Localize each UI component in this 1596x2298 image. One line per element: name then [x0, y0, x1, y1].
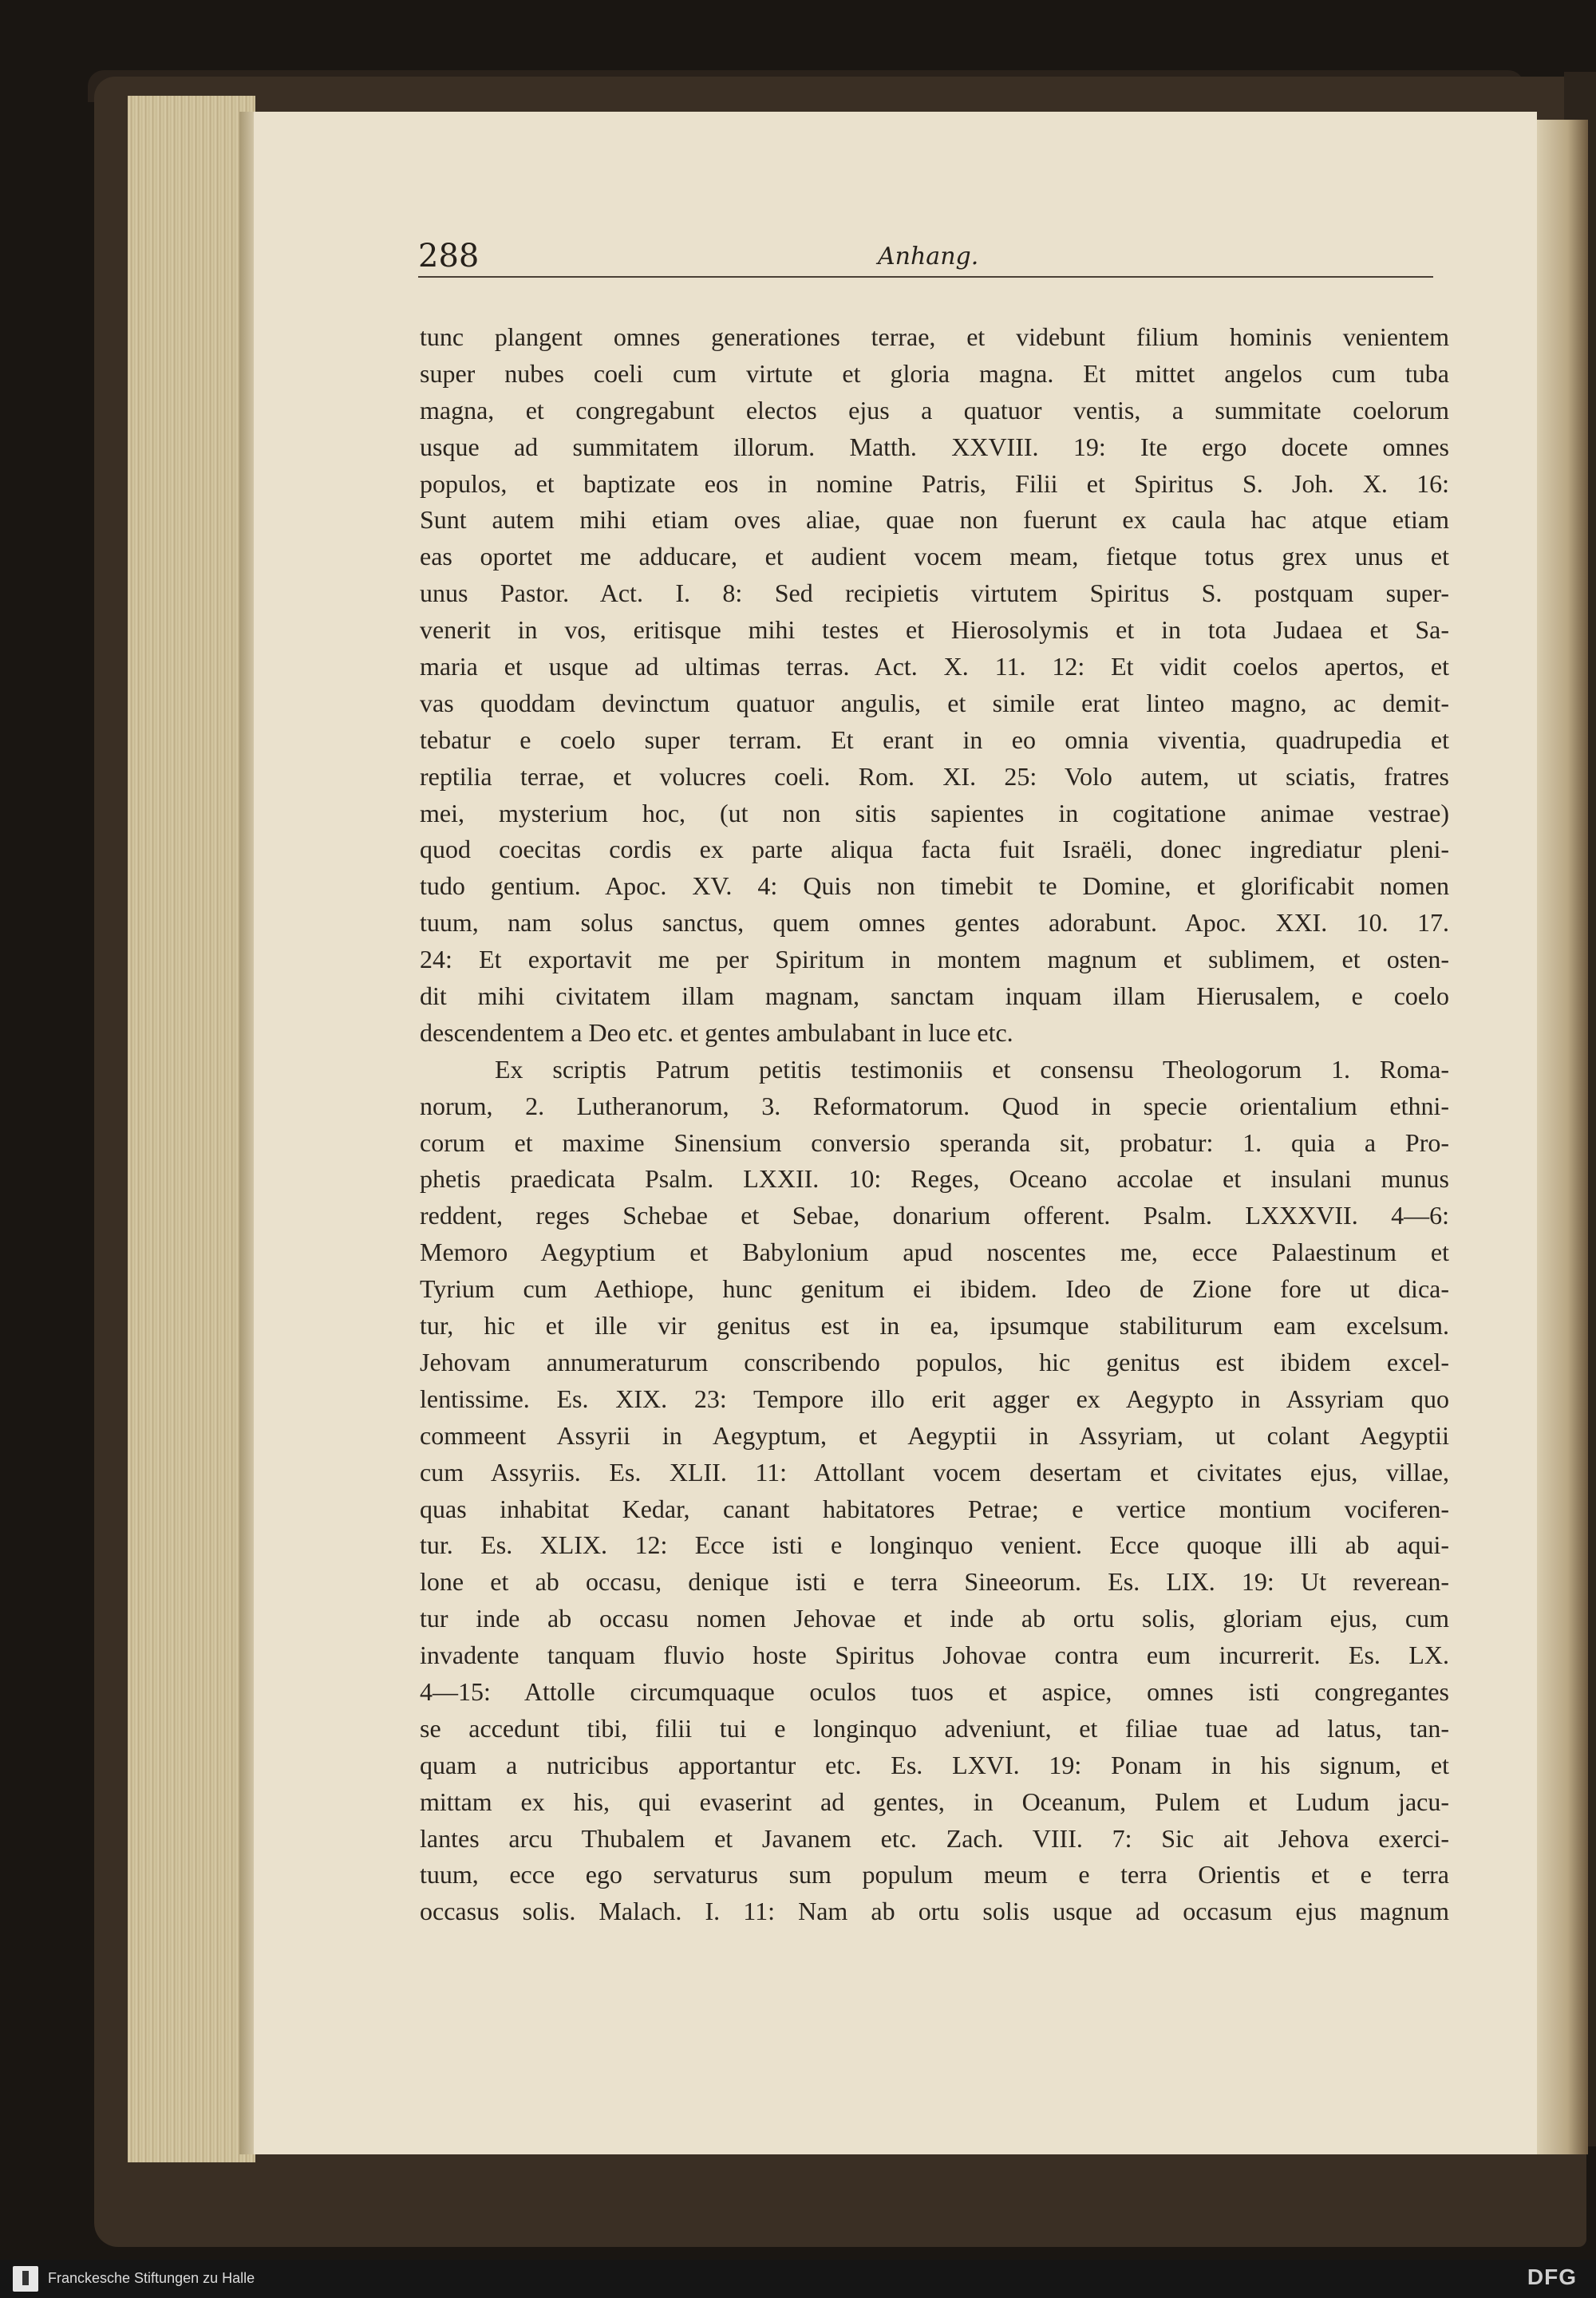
- text-line: reptilia terrae, et volucres coeli. Rom. XI. 25: Volo autem, ut sciatis, fratres: [420, 761, 1449, 791]
- text-line: corum et maxime Sinensium conversio speranda sit, probatur: 1. quia a Pro-: [420, 1127, 1449, 1157]
- text-line: tur, hic et ille vir genitus est in ea, ipsumque stabiliturum eam excelsum.: [420, 1311, 1449, 1340]
- text-line: lantes arcu Thubalem et Javanem etc. Zach. VIII. 7: Sic ait Jehova exerci-: [420, 1823, 1449, 1853]
- text-line: lentissime. Es. XIX. 23: Tempore illo erit agger ex Aegypto in Assyriam quo: [420, 1384, 1449, 1413]
- text-line: super nubes coeli cum virtute et gloria magna. Et mittet angelos cum tuba: [420, 358, 1449, 388]
- text-line: 24: Et exportavit me per Spiritum in montem magnum et sublimem, et osten-: [420, 945, 1449, 974]
- text-line: cum Assyriis. Es. XLII. 11: Attollant vocem desertam et civitates ejus, villae,: [420, 1457, 1449, 1487]
- text-line: tudo gentium. Apoc. XV. 4: Quis non timebit te Domine, et glorificabit nomen: [420, 871, 1449, 901]
- running-head: Anhang.: [878, 243, 979, 270]
- page-number: 288: [418, 238, 480, 274]
- text-line: Ex scriptis Patrum petitis testimoniis et consensu Theologorum 1. Roma-: [495, 1054, 1449, 1084]
- text-line: tunc plangent omnes generationes terrae, et videbunt filium hominis venientem: [420, 322, 1449, 351]
- text-line: unus Pastor. Act. I. 8: Sed recipietis virtutem Spiritus S. postquam super-: [420, 578, 1449, 608]
- text-line: venerit in vos, eritisque mihi testes et Hierosolymis et in tota Judaea et Sa-: [420, 615, 1449, 645]
- text-line: populos, et baptizate eos in nomine Patris, Filii et Spiritus S. Joh. X. 16:: [420, 468, 1449, 498]
- text-line: Memoro Aegyptium et Babylonium apud noscentes me, ecce Palaestinum et: [420, 1238, 1449, 1267]
- text-line: Tyrium cum Aethiope, hunc genitum ei ibidem. Ideo de Zione fore ut dica-: [420, 1274, 1449, 1304]
- text-line: commeent Assyrii in Aegyptum, et Aegyptii in Assyriam, ut colant Aegyptii: [420, 1420, 1449, 1450]
- text-line: lone et ab occasu, denique isti e terra Sineeorum. Es. LIX. 19: Ut reverean-: [420, 1567, 1449, 1597]
- text-line: se accedunt tibi, filii tui e longinquo adveniunt, et filiae tuae ad latus, tan-: [420, 1713, 1449, 1743]
- institution-logo-icon: [13, 2266, 38, 2292]
- text-line: occasus solis. Malach. I. 11: Nam ab ortu solis usque ad occasum ejus magnum: [420, 1897, 1449, 1926]
- text-line: reddent, reges Schebae et Sebae, donarium offerent. Psalm. LXXXVII. 4—6:: [420, 1201, 1449, 1230]
- text-line: magna, et congregabunt electos ejus a quatuor ventis, a summitate coelorum: [420, 395, 1449, 424]
- page-header: [418, 238, 1433, 278]
- text-line: tur inde ab occasu nomen Jehovae et inde ab ortu solis, gloriam ejus, cum: [420, 1604, 1449, 1633]
- text-line: eas oportet me adducare, et audient vocem meam, fietque totus grex unus et: [420, 542, 1449, 571]
- text-line: quas inhabitat Kedar, canant habitatores Petrae; e vertice montium vociferen-: [420, 1494, 1449, 1523]
- body-text: [420, 319, 1449, 1930]
- text-line: tebatur e coelo super terram. Et erant in eo omnia viventia, quadrupedia et: [420, 725, 1449, 754]
- text-line: phetis praedicata Psalm. LXXII. 10: Reges, Oceano accolae et insulani munus: [420, 1164, 1449, 1194]
- text-line: maria et usque ad ultimas terras. Act. X. 11. 12: Et vidit coelos apertos, et: [420, 652, 1449, 681]
- text-line: usque ad summitatem illorum. Matth. XXVIII. 19: Ite ergo docete omnes: [420, 432, 1449, 461]
- text-line: dit mihi civitatem illam magnam, sanctam inquam illam Hierusalem, e coelo: [420, 981, 1449, 1011]
- text-line: descendentem a Deo etc. et gentes ambulabant in luce etc.: [420, 1017, 1013, 1047]
- text-line: 4—15: Attolle circumquaque oculos tuos et aspice, omnes isti congregantes: [420, 1676, 1449, 1706]
- text-line: invadente tanquam fluvio hoste Spiritus Johovae contra eum incurrerit. Es. LX.: [420, 1641, 1449, 1670]
- text-line: tur. Es. XLIX. 12: Ecce isti e longinquo venient. Ecce quoque illi ab aqui-: [420, 1530, 1449, 1560]
- text-line: norum, 2. Lutheranorum, 3. Reformatorum. Quod in specie orientalium ethni-: [420, 1091, 1449, 1120]
- text-line: vas quoddam devinctum quatuor angulis, et simile erat linteo magno, ac demit-: [420, 688, 1449, 717]
- text-line: tuum, ecce ego servaturus sum populum meum e terra Orientis et e terra: [420, 1860, 1449, 1889]
- text-line: mittam ex his, qui evaserint ad gentes, in Oceanum, Pulem et Ludum jacu-: [420, 1787, 1449, 1816]
- text-line: mei, mysterium hoc, (ut non sitis sapientes in cogitatione animae vestrae): [420, 798, 1449, 827]
- funder-logo: DFG: [1527, 2264, 1577, 2289]
- text-line: quam a nutricibus apportantur etc. Es. LXVI. 19: Ponam in his signum, et: [420, 1750, 1449, 1779]
- text-line: Jehovam annumeraturum conscribendo populos, hic genitus est ibidem excel-: [420, 1347, 1449, 1376]
- page-edges: [128, 96, 255, 2162]
- text-line: tuum, nam solus sanctus, quem omnes gentes adorabunt. Apoc. XXI. 10. 17.: [420, 908, 1449, 938]
- text-line: quod coecitas cordis ex parte aliqua facta fuit Israëli, donec ingrediatur pleni-: [420, 835, 1449, 864]
- text-line: Sunt autem mihi etiam oves aliae, quae non fuerunt ex caula hac atque etiam: [420, 505, 1449, 535]
- institution-name: Franckesche Stiftungen zu Halle: [48, 2270, 255, 2286]
- page-right-edge: [1537, 120, 1588, 2154]
